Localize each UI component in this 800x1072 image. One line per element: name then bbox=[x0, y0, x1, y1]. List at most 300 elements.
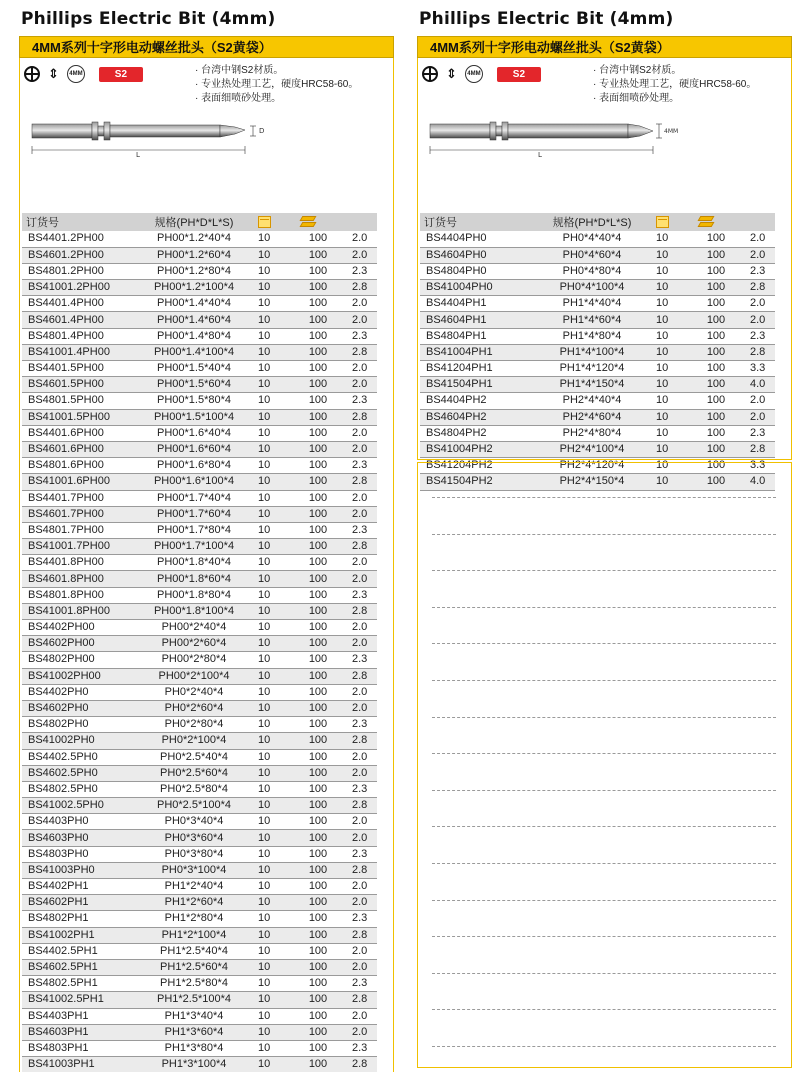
table-row bbox=[22, 231, 377, 247]
note-line bbox=[432, 936, 776, 937]
feature-item: · 表面细喷砂处理。 bbox=[195, 92, 358, 106]
weight-cell: 2.0 bbox=[342, 1008, 377, 1024]
spec-cell: PH0*2*40*4 bbox=[134, 684, 254, 700]
box-qty-cell: 10 bbox=[652, 328, 692, 344]
table-row bbox=[22, 781, 377, 797]
carton-qty-cell: 100 bbox=[294, 555, 342, 571]
spec-cell: PH00*1.5*60*4 bbox=[134, 377, 254, 393]
carton-qty-cell: 100 bbox=[294, 506, 342, 522]
weight-cell: 4.0 bbox=[740, 377, 775, 393]
table-row bbox=[22, 247, 377, 263]
subtitle-bar: 4MM系列十字形电动螺丝批头（S2黄袋） bbox=[19, 36, 394, 58]
header-weight bbox=[740, 213, 775, 231]
box-qty-cell: 10 bbox=[652, 344, 692, 360]
order-no-cell: BS4401.4PH00 bbox=[22, 296, 134, 312]
box-qty-cell: 10 bbox=[254, 247, 294, 263]
box-qty-cell: 10 bbox=[254, 361, 294, 377]
carton-qty-cell: 100 bbox=[294, 1008, 342, 1024]
spec-cell: PH0*2*60*4 bbox=[134, 700, 254, 716]
table-row bbox=[22, 361, 377, 377]
order-no-cell: BS4803PH0 bbox=[22, 846, 134, 862]
weight-cell: 2.8 bbox=[342, 733, 377, 749]
order-no-cell: BS4602.5PH1 bbox=[22, 959, 134, 975]
box-qty-cell: 10 bbox=[254, 862, 294, 878]
note-line bbox=[432, 863, 776, 864]
box-qty-cell: 10 bbox=[254, 781, 294, 797]
order-no-cell: BS4402PH00 bbox=[22, 620, 134, 636]
carton-qty-cell: 100 bbox=[692, 441, 740, 457]
spec-cell: PH00*1.8*60*4 bbox=[134, 571, 254, 587]
box-qty-cell: 10 bbox=[254, 798, 294, 814]
weight-cell: 2.3 bbox=[342, 717, 377, 733]
table-header-row bbox=[22, 213, 377, 231]
box-qty-cell: 10 bbox=[652, 247, 692, 263]
note-line bbox=[432, 900, 776, 901]
carton-qty-cell: 100 bbox=[294, 1057, 342, 1072]
note-line bbox=[432, 607, 776, 608]
carton-qty-cell: 100 bbox=[294, 895, 342, 911]
carton-qty-cell: 100 bbox=[692, 425, 740, 441]
spec-cell: PH0*3*100*4 bbox=[134, 862, 254, 878]
order-no-cell: BS41002PH1 bbox=[22, 927, 134, 943]
header-spec: 规格(PH*D*L*S) bbox=[134, 213, 254, 231]
table-row bbox=[22, 587, 377, 603]
spec-cell: PH1*4*60*4 bbox=[532, 312, 652, 328]
weight-cell: 2.0 bbox=[342, 620, 377, 636]
note-line bbox=[432, 643, 776, 644]
order-no-cell: BS4601.7PH00 bbox=[22, 506, 134, 522]
carton-qty-cell: 100 bbox=[692, 312, 740, 328]
box-qty-cell: 10 bbox=[254, 344, 294, 360]
table-row bbox=[22, 652, 377, 668]
weight-cell: 2.0 bbox=[342, 749, 377, 765]
order-no-cell: BS41003PH1 bbox=[22, 1057, 134, 1072]
carton-qty-cell: 100 bbox=[692, 231, 740, 247]
box-qty-cell: 10 bbox=[254, 409, 294, 425]
box-qty-cell: 10 bbox=[254, 927, 294, 943]
weight-cell: 2.0 bbox=[342, 943, 377, 959]
table-header-row bbox=[420, 213, 775, 231]
weight-cell: 2.3 bbox=[342, 846, 377, 862]
weight-cell: 2.0 bbox=[342, 377, 377, 393]
weight-cell: 2.8 bbox=[342, 668, 377, 684]
order-no-cell: BS4803PH1 bbox=[22, 1040, 134, 1056]
weight-cell: 2.0 bbox=[740, 393, 775, 409]
carton-qty-cell: 100 bbox=[294, 247, 342, 263]
spec-cell: PH00*1.2*100*4 bbox=[134, 280, 254, 296]
weight-cell: 2.0 bbox=[740, 409, 775, 425]
box-qty-cell: 10 bbox=[254, 296, 294, 312]
weight-cell: 2.0 bbox=[342, 959, 377, 975]
table-row bbox=[420, 377, 775, 393]
order-no-cell: BS4401.8PH00 bbox=[22, 555, 134, 571]
order-no-cell: BS4802.5PH0 bbox=[22, 781, 134, 797]
table-row bbox=[22, 976, 377, 992]
carton-qty-cell: 100 bbox=[294, 927, 342, 943]
carton-qty-cell: 100 bbox=[294, 377, 342, 393]
spec-cell: PH00*1.4*80*4 bbox=[134, 328, 254, 344]
weight-cell: 4.0 bbox=[740, 474, 775, 490]
product-box bbox=[19, 58, 394, 1072]
table-row bbox=[22, 684, 377, 700]
carton-qty-cell: 100 bbox=[294, 393, 342, 409]
spec-cell: PH00*1.4*60*4 bbox=[134, 312, 254, 328]
order-no-cell: BS4604PH0 bbox=[420, 247, 532, 263]
order-no-cell: BS4801.6PH00 bbox=[22, 458, 134, 474]
phillips-cross-icon bbox=[24, 66, 40, 82]
box-qty-cell: 10 bbox=[254, 231, 294, 247]
spec-cell: PH1*4*100*4 bbox=[532, 344, 652, 360]
box-qty-cell: 10 bbox=[254, 441, 294, 457]
weight-cell: 2.0 bbox=[740, 231, 775, 247]
box-qty-cell: 10 bbox=[254, 1057, 294, 1072]
carton-qty-cell: 100 bbox=[692, 409, 740, 425]
spec-cell: PH00*1.6*60*4 bbox=[134, 441, 254, 457]
table-row bbox=[22, 814, 377, 830]
box-qty-cell: 10 bbox=[254, 976, 294, 992]
feature-item: · 台湾中钢S2材质。 bbox=[195, 64, 358, 78]
feature-item: · 表面细喷砂处理。 bbox=[593, 92, 756, 106]
carton-qty-cell: 100 bbox=[294, 781, 342, 797]
table-row bbox=[22, 296, 377, 312]
carton-qty-cell: 100 bbox=[294, 539, 342, 555]
carton-qty-cell: 100 bbox=[692, 393, 740, 409]
table-row bbox=[22, 700, 377, 716]
spec-cell: PH00*1.7*40*4 bbox=[134, 490, 254, 506]
box-qty-cell: 10 bbox=[652, 458, 692, 474]
header-box-qty bbox=[652, 213, 692, 231]
table-row bbox=[420, 247, 775, 263]
carton-qty-icon bbox=[298, 216, 318, 229]
spec-cell: PH2*4*80*4 bbox=[532, 425, 652, 441]
header-spec: 规格(PH*D*L*S) bbox=[532, 213, 652, 231]
weight-cell: 2.3 bbox=[740, 425, 775, 441]
box-qty-cell: 10 bbox=[652, 393, 692, 409]
spec-cell: PH1*2.5*60*4 bbox=[134, 959, 254, 975]
subtitle-bar: 4MM系列十字形电动螺丝批头（S2黄袋） bbox=[417, 36, 792, 58]
weight-cell: 2.0 bbox=[342, 231, 377, 247]
carton-qty-cell: 100 bbox=[294, 458, 342, 474]
box-qty-cell: 10 bbox=[254, 814, 294, 830]
box-qty-cell: 10 bbox=[254, 830, 294, 846]
table-row bbox=[420, 361, 775, 377]
order-no-cell: BS4801.4PH00 bbox=[22, 328, 134, 344]
order-no-cell: BS4604PH2 bbox=[420, 409, 532, 425]
order-no-cell: BS4401.6PH00 bbox=[22, 425, 134, 441]
rotation-arrows-icon: ⇕ bbox=[48, 66, 59, 81]
weight-cell: 3.3 bbox=[740, 458, 775, 474]
spec-cell: PH00*2*60*4 bbox=[134, 636, 254, 652]
order-no-cell: BS4804PH0 bbox=[420, 263, 532, 279]
box-qty-cell: 10 bbox=[652, 312, 692, 328]
table-row bbox=[22, 539, 377, 555]
spec-cell: PH00*1.8*40*4 bbox=[134, 555, 254, 571]
carton-qty-cell: 100 bbox=[294, 798, 342, 814]
box-qty-cell: 10 bbox=[254, 700, 294, 716]
order-no-cell: BS41002.5PH1 bbox=[22, 992, 134, 1008]
spec-cell: PH1*3*40*4 bbox=[134, 1008, 254, 1024]
spec-cell: PH1*3*100*4 bbox=[134, 1057, 254, 1072]
weight-cell: 2.0 bbox=[740, 247, 775, 263]
order-no-cell: BS4801.7PH00 bbox=[22, 522, 134, 538]
spec-cell: PH00*1.2*80*4 bbox=[134, 263, 254, 279]
box-qty-cell: 10 bbox=[254, 377, 294, 393]
spec-table bbox=[420, 213, 775, 491]
table-row bbox=[22, 959, 377, 975]
table-row bbox=[22, 717, 377, 733]
box-qty-cell: 10 bbox=[652, 280, 692, 296]
weight-cell: 2.8 bbox=[740, 280, 775, 296]
order-no-cell: BS41001.7PH00 bbox=[22, 539, 134, 555]
header-carton-qty bbox=[294, 213, 342, 231]
carton-qty-cell: 100 bbox=[294, 846, 342, 862]
table-row bbox=[22, 992, 377, 1008]
box-qty-cell: 10 bbox=[254, 522, 294, 538]
spec-cell: PH00*1.8*80*4 bbox=[134, 587, 254, 603]
table-row bbox=[22, 862, 377, 878]
weight-cell: 2.3 bbox=[342, 522, 377, 538]
carton-qty-cell: 100 bbox=[294, 587, 342, 603]
spec-cell: PH0*4*60*4 bbox=[532, 247, 652, 263]
order-no-cell: BS41504PH1 bbox=[420, 377, 532, 393]
carton-qty-icon bbox=[696, 216, 716, 229]
table-row bbox=[22, 798, 377, 814]
carton-qty-cell: 100 bbox=[294, 296, 342, 312]
spec-cell: PH00*1.7*100*4 bbox=[134, 539, 254, 555]
table-row bbox=[22, 506, 377, 522]
spec-cell: PH00*1.5*100*4 bbox=[134, 409, 254, 425]
header-order-no: 订货号 bbox=[22, 213, 134, 231]
weight-cell: 2.0 bbox=[342, 312, 377, 328]
box-qty-cell: 10 bbox=[652, 425, 692, 441]
box-qty-cell: 10 bbox=[254, 1024, 294, 1040]
spec-cell: PH00*1.4*100*4 bbox=[134, 344, 254, 360]
header-carton-qty bbox=[692, 213, 740, 231]
spec-cell: PH1*4*150*4 bbox=[532, 377, 652, 393]
order-no-cell: BS41004PH0 bbox=[420, 280, 532, 296]
box-qty-cell: 10 bbox=[254, 539, 294, 555]
weight-cell: 2.0 bbox=[342, 700, 377, 716]
order-no-cell: BS4602.5PH0 bbox=[22, 765, 134, 781]
feature-item: · 台湾中钢S2材质。 bbox=[593, 64, 756, 78]
order-no-cell: BS4601.6PH00 bbox=[22, 441, 134, 457]
carton-qty-cell: 100 bbox=[294, 668, 342, 684]
spec-cell: PH1*3*80*4 bbox=[134, 1040, 254, 1056]
feature-list bbox=[195, 64, 358, 106]
weight-cell: 2.8 bbox=[342, 603, 377, 619]
weight-cell: 2.0 bbox=[342, 684, 377, 700]
box-qty-cell: 10 bbox=[254, 943, 294, 959]
weight-cell: 2.0 bbox=[342, 830, 377, 846]
weight-cell: 2.3 bbox=[342, 1040, 377, 1056]
note-line bbox=[432, 826, 776, 827]
size-badge: 4MM bbox=[465, 65, 483, 83]
table-row bbox=[22, 830, 377, 846]
order-no-cell: BS4401.2PH00 bbox=[22, 231, 134, 247]
feature-item: · 专业热处理工艺，硬度HRC58-60。 bbox=[195, 78, 358, 92]
dimension-l-label: L bbox=[136, 151, 140, 158]
spec-cell: PH0*2.5*80*4 bbox=[134, 781, 254, 797]
carton-qty-cell: 100 bbox=[692, 361, 740, 377]
weight-cell: 2.3 bbox=[342, 328, 377, 344]
spec-cell: PH2*4*60*4 bbox=[532, 409, 652, 425]
table-row bbox=[420, 425, 775, 441]
spec-cell: PH1*4*120*4 bbox=[532, 361, 652, 377]
box-qty-cell: 10 bbox=[652, 296, 692, 312]
phillips-cross-icon bbox=[422, 66, 438, 82]
spec-area bbox=[418, 58, 791, 188]
table-row bbox=[22, 911, 377, 927]
carton-qty-cell: 100 bbox=[692, 328, 740, 344]
order-no-cell: BS4402.5PH1 bbox=[22, 943, 134, 959]
weight-cell: 2.3 bbox=[342, 976, 377, 992]
order-no-cell: BS4802PH00 bbox=[22, 652, 134, 668]
box-qty-cell: 10 bbox=[254, 571, 294, 587]
size-badge: 4MM bbox=[67, 65, 85, 83]
carton-qty-cell: 100 bbox=[294, 312, 342, 328]
weight-cell: 3.3 bbox=[740, 361, 775, 377]
order-no-cell: BS4404PH2 bbox=[420, 393, 532, 409]
carton-qty-cell: 100 bbox=[692, 280, 740, 296]
order-no-cell: BS4804PH2 bbox=[420, 425, 532, 441]
box-qty-cell: 10 bbox=[652, 231, 692, 247]
spec-cell: PH1*2.5*100*4 bbox=[134, 992, 254, 1008]
box-qty-cell: 10 bbox=[652, 377, 692, 393]
carton-qty-cell: 100 bbox=[294, 571, 342, 587]
weight-cell: 2.3 bbox=[342, 781, 377, 797]
dimension-d-label: D bbox=[259, 127, 265, 135]
box-qty-cell: 10 bbox=[254, 458, 294, 474]
carton-qty-cell: 100 bbox=[294, 263, 342, 279]
right-panel bbox=[417, 8, 792, 488]
spec-cell: PH0*2.5*100*4 bbox=[134, 798, 254, 814]
spec-cell: PH0*4*40*4 bbox=[532, 231, 652, 247]
spec-cell: PH0*2.5*40*4 bbox=[134, 749, 254, 765]
order-no-cell: BS4602PH0 bbox=[22, 700, 134, 716]
spec-cell: PH1*2*80*4 bbox=[134, 911, 254, 927]
left-panel bbox=[19, 8, 394, 1072]
box-qty-cell: 10 bbox=[254, 587, 294, 603]
weight-cell: 2.3 bbox=[342, 652, 377, 668]
box-qty-cell: 10 bbox=[652, 263, 692, 279]
box-qty-cell: 10 bbox=[254, 1008, 294, 1024]
table-row bbox=[420, 441, 775, 457]
note-line bbox=[432, 497, 776, 498]
carton-qty-cell: 100 bbox=[294, 280, 342, 296]
note-line bbox=[432, 680, 776, 681]
weight-cell: 2.8 bbox=[342, 409, 377, 425]
weight-cell: 2.8 bbox=[342, 539, 377, 555]
material-badge: S2 bbox=[99, 67, 143, 82]
weight-cell: 2.3 bbox=[342, 393, 377, 409]
weight-cell: 2.3 bbox=[740, 328, 775, 344]
weight-cell: 2.8 bbox=[342, 992, 377, 1008]
box-qty-cell: 10 bbox=[254, 474, 294, 490]
table-row bbox=[22, 280, 377, 296]
order-no-cell: BS4604PH1 bbox=[420, 312, 532, 328]
order-no-cell: BS4603PH1 bbox=[22, 1024, 134, 1040]
table-row bbox=[22, 425, 377, 441]
notes-box bbox=[417, 462, 792, 1068]
box-qty-cell: 10 bbox=[254, 603, 294, 619]
table-row bbox=[22, 328, 377, 344]
weight-cell: 2.8 bbox=[342, 862, 377, 878]
carton-qty-cell: 100 bbox=[294, 620, 342, 636]
carton-qty-cell: 100 bbox=[294, 652, 342, 668]
feature-item: · 专业热处理工艺，硬度HRC58-60。 bbox=[593, 78, 756, 92]
order-no-cell: BS4601.8PH00 bbox=[22, 571, 134, 587]
spec-cell: PH00*1.6*40*4 bbox=[134, 425, 254, 441]
bit-drawing bbox=[30, 114, 290, 158]
weight-cell: 2.0 bbox=[342, 765, 377, 781]
note-line bbox=[432, 570, 776, 571]
spec-cell: PH00*1.4*40*4 bbox=[134, 296, 254, 312]
order-no-cell: BS41001.2PH00 bbox=[22, 280, 134, 296]
weight-cell: 2.8 bbox=[342, 474, 377, 490]
weight-cell: 2.0 bbox=[342, 555, 377, 571]
box-qty-cell: 10 bbox=[254, 846, 294, 862]
carton-qty-cell: 100 bbox=[294, 409, 342, 425]
table-row bbox=[420, 328, 775, 344]
note-line bbox=[432, 790, 776, 791]
weight-cell: 2.0 bbox=[342, 296, 377, 312]
weight-cell: 2.0 bbox=[342, 506, 377, 522]
carton-qty-cell: 100 bbox=[692, 377, 740, 393]
box-qty-cell: 10 bbox=[652, 361, 692, 377]
table-row bbox=[22, 943, 377, 959]
order-no-cell: BS4601.2PH00 bbox=[22, 247, 134, 263]
spec-cell: PH1*2.5*80*4 bbox=[134, 976, 254, 992]
table-row bbox=[22, 312, 377, 328]
page-title: Phillips Electric Bit (4mm) bbox=[419, 9, 674, 29]
carton-qty-cell: 100 bbox=[294, 490, 342, 506]
order-no-cell: BS41001.4PH00 bbox=[22, 344, 134, 360]
carton-qty-cell: 100 bbox=[294, 361, 342, 377]
order-no-cell: BS41002PH00 bbox=[22, 668, 134, 684]
box-qty-cell: 10 bbox=[652, 474, 692, 490]
material-badge: S2 bbox=[497, 67, 541, 82]
box-qty-cell: 10 bbox=[254, 490, 294, 506]
box-qty-icon bbox=[258, 216, 271, 228]
order-no-cell: BS41001.6PH00 bbox=[22, 474, 134, 490]
carton-qty-cell: 100 bbox=[294, 328, 342, 344]
carton-qty-cell: 100 bbox=[692, 263, 740, 279]
order-no-cell: BS4404PH1 bbox=[420, 296, 532, 312]
carton-qty-cell: 100 bbox=[294, 717, 342, 733]
order-no-cell: BS4404PH0 bbox=[420, 231, 532, 247]
weight-cell: 2.8 bbox=[342, 1057, 377, 1072]
carton-qty-cell: 100 bbox=[294, 911, 342, 927]
weight-cell: 2.0 bbox=[740, 312, 775, 328]
icon-row bbox=[24, 66, 143, 82]
order-no-cell: BS4801.2PH00 bbox=[22, 263, 134, 279]
spec-cell: PH0*3*80*4 bbox=[134, 846, 254, 862]
table-row bbox=[22, 620, 377, 636]
order-no-cell: BS41204PH1 bbox=[420, 361, 532, 377]
weight-cell: 2.3 bbox=[342, 911, 377, 927]
header-box-qty bbox=[254, 213, 294, 231]
spec-cell: PH00*1.2*40*4 bbox=[134, 231, 254, 247]
carton-qty-cell: 100 bbox=[692, 296, 740, 312]
note-line bbox=[432, 534, 776, 535]
box-qty-cell: 10 bbox=[254, 765, 294, 781]
table-row bbox=[22, 571, 377, 587]
order-no-cell: BS4402PH0 bbox=[22, 684, 134, 700]
box-qty-cell: 10 bbox=[254, 668, 294, 684]
spec-cell: PH2*4*150*4 bbox=[532, 474, 652, 490]
carton-qty-cell: 100 bbox=[294, 943, 342, 959]
spec-cell: PH0*2*100*4 bbox=[134, 733, 254, 749]
